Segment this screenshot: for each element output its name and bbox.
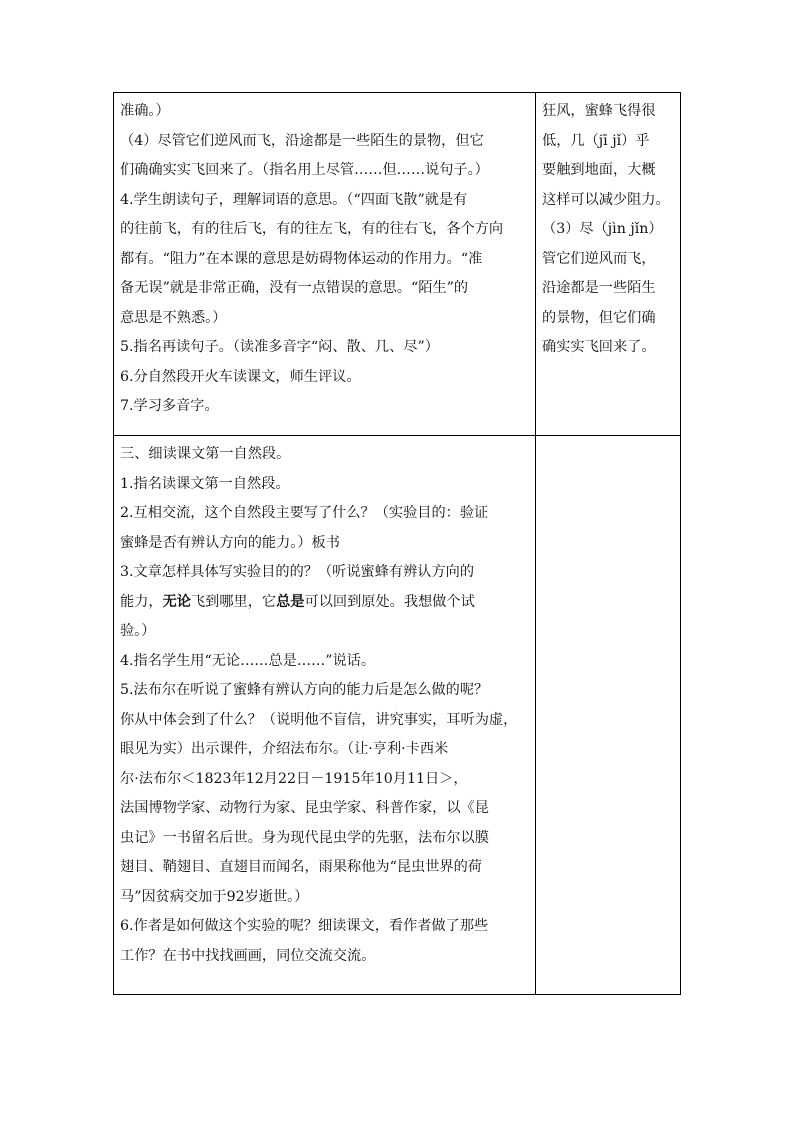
note-line: 这样可以减少阻力。 bbox=[542, 191, 670, 208]
text-line-emphasis bbox=[120, 588, 529, 618]
notes-cell-row1 bbox=[536, 93, 681, 436]
text-line: 5.指名再读句子。（读准多音字“闷、散、几、尽”） bbox=[120, 339, 439, 355]
text-line: 备无误”就是非常正确，没有一点错误的意思。“陌生”的 bbox=[120, 280, 469, 296]
text-line: 都有。“阻力”在本课的意思是妨碍物体运动的作用力。“准 bbox=[120, 250, 483, 267]
note-line: 确实实飞回来了。 bbox=[542, 339, 656, 355]
table-row bbox=[114, 93, 681, 436]
text-line: 3.文章怎样具体写实验目的的？（听说蜜蜂有辨认方向的 bbox=[120, 564, 475, 580]
text-line: 6.分自然段开火车读课文，师生评议。 bbox=[120, 368, 361, 385]
text-segment: 可以回到原处。我想做个试 bbox=[304, 593, 475, 610]
text-line: 4.学生朗读句子，理解词语的意思。（“四面飞散”就是有 bbox=[120, 191, 468, 208]
note-line: 管它们逆风而飞， bbox=[542, 250, 656, 267]
text-line: 蜜蜂是否有辨认方向的能力。）板书 bbox=[120, 534, 340, 551]
notes-cell-row2 bbox=[536, 436, 681, 995]
text-segment: 能力， bbox=[120, 593, 163, 610]
lesson-cell-row1 bbox=[114, 93, 536, 436]
text-line: 法国博物学家、动物行为家、昆虫学家、科普作家，以《昆 bbox=[120, 800, 489, 816]
text-line: 1.指名读课文第一自然段。 bbox=[120, 475, 290, 492]
text-line: 准确。） bbox=[120, 103, 170, 119]
text-line: 尔·法布尔＜1823年12月22日－1915年10月11日＞， bbox=[120, 770, 468, 787]
text-line: 意思是不熟悉。） bbox=[120, 309, 227, 326]
text-line: 6.作者是如何做这个实验的呢？细读课文，看作者做了那些 bbox=[120, 918, 489, 934]
note-line: （3）尽（jìn jǐn） bbox=[542, 221, 663, 237]
text-line: 们确确实实飞回来了。（指名用上尽管……但……说句子。） bbox=[120, 162, 489, 178]
note-line: 低，几（jī jǐ）乎 bbox=[542, 132, 650, 149]
text-line: 验。） bbox=[120, 623, 156, 639]
keyword-wulun: 无论 bbox=[162, 593, 191, 610]
text-line: （4）尽管它们逆风而飞，沿途都是一些陌生的景物，但它 bbox=[120, 132, 484, 149]
keyword-zongshi: 总是 bbox=[276, 593, 305, 610]
text-line: 5.法布尔在听说了蜜蜂有辨认方向的能力后是怎么做的呢？ bbox=[120, 682, 489, 698]
note-line: 沿途都是一些陌生 bbox=[542, 280, 656, 296]
table-row bbox=[114, 436, 681, 995]
text-line: 翅目、鞘翅目、直翅目而闻名，雨果称他为“昆虫世界的荷 bbox=[120, 859, 482, 875]
text-line: 眼见为实）出示课件，介绍法布尔。（让·亨利·卡西米 bbox=[120, 741, 449, 757]
note-line: 要触到地面，大概 bbox=[542, 162, 656, 178]
text-line: 7.学习多音字。 bbox=[120, 398, 219, 414]
text-line: 你从中体会到了什么？（说明他不盲信，讲究事实，耳听为虚， bbox=[120, 711, 518, 728]
text-line: 的往前飞，有的往后飞，有的往左飞，有的往右飞，各个方向 bbox=[120, 221, 504, 237]
lesson-cell-row2 bbox=[114, 436, 536, 995]
note-line: 的景物，但它们确 bbox=[542, 309, 656, 326]
text-line: 马”因贫病交加于92岁逝世。） bbox=[120, 888, 309, 905]
text-line: 2.互相交流，这个自然段主要写了什么？（实验目的：验证 bbox=[120, 505, 489, 521]
text-line: 三、细读课文第一自然段。 bbox=[120, 446, 291, 462]
text-segment: 飞到哪里，它 bbox=[190, 593, 277, 610]
lesson-table bbox=[113, 92, 681, 995]
text-line: 工作？在书中找找画画，同位交流交流。 bbox=[120, 947, 376, 964]
text-line: 4.指名学生用“无论……总是……”说话。 bbox=[120, 652, 376, 669]
text-line: 虫记》一书留名后世。身为现代昆虫学的先驱，法布尔以膜 bbox=[120, 829, 489, 846]
note-line: 狂风，蜜蜂飞得很 bbox=[542, 103, 656, 119]
